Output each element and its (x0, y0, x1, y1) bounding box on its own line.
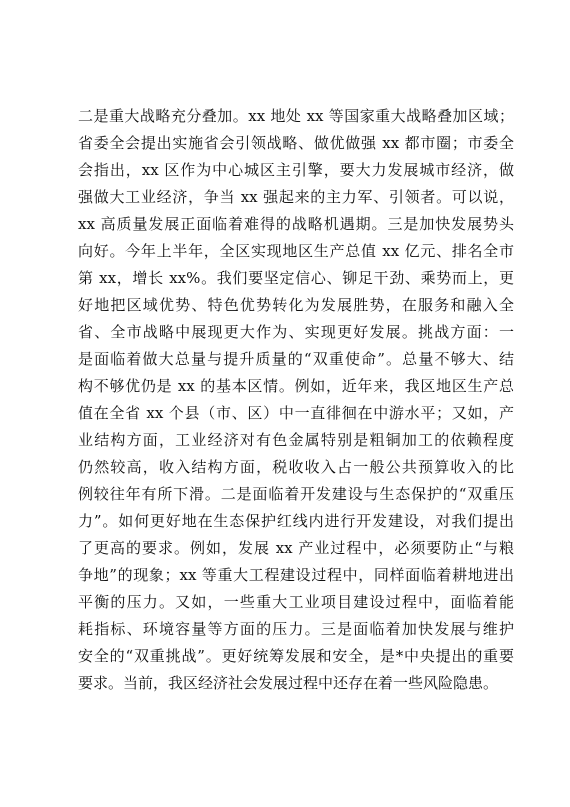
text-line: 省、全市战略中展现更大作为、实现更好发展。挑战方面：一 (78, 323, 514, 341)
text-line: 值在全省 xx 个县（市、区）中一直徘徊在中游水平；又如，产 (78, 404, 514, 422)
text-line: 了更高的要求。例如，发展 xx 产业过程中，必须要防止“与粮 (78, 539, 514, 557)
text-line: 构不够优仍是 xx 的基本区情。例如，近年来，我区地区生产总 (78, 377, 514, 395)
text-line: 向好。今年上半年，全区实现地区生产总值 xx 亿元、排名全市 (78, 242, 514, 260)
text-line: 仍然较高，收入结构方面，税收收入占一般公共预算收入的比 (78, 458, 514, 476)
text-line: 业结构方面，工业经济对有色金属特别是粗铜加工的依赖程度 (78, 431, 514, 449)
text-line: 好地把区域优势、特色优势转化为发展胜势，在服务和融入全 (78, 296, 514, 314)
text-line: 平衡的压力。又如，一些重大工业项目建设过程中，面临着能 (78, 593, 514, 611)
text-line: 第 xx，增长 xx%。我们要坚定信心、铆足干劲、乘势而上，更 (78, 269, 514, 287)
text-line: 争地”的现象；xx 等重大工程建设过程中，同样面临着耕地进出 (78, 566, 514, 584)
text-line: 省委全会提出实施省会引领战略、做优做强 xx 都市圈；市委全 (78, 134, 514, 152)
text-line: 是面临着做大总量与提升质量的“双重使命”。总量不够大、结 (78, 350, 514, 368)
body-paragraph (78, 103, 514, 697)
text-line: 耗指标、环境容量等方面的压力。三是面临着加快发展与维护 (78, 620, 514, 638)
text-line: 力”。如何更好地在生态保护红线内进行开发建设，对我们提出 (78, 512, 514, 530)
text-line: xx 高质量发展正面临着难得的战略机遇期。三是加快发展势头 (78, 215, 514, 233)
text-line: 二是重大战略充分叠加。xx 地处 xx 等国家重大战略叠加区域； (78, 107, 514, 125)
text-line: 要求。当前，我区经济社会发展过程中还存在着一些风险隐患。 (78, 674, 499, 692)
text-line: 会指出，xx 区作为中心城区主引擎，要大力发展城市经济，做 (78, 161, 514, 179)
text-line: 强做大工业经济，争当 xx 强起来的主力军、引领者。可以说， (78, 188, 514, 206)
text-line: 安全的“双重挑战”。更好统筹发展和安全，是*中央提出的重要 (78, 647, 514, 665)
text-line: 例较往年有所下滑。二是面临着开发建设与生态保护的“双重压 (78, 485, 514, 503)
